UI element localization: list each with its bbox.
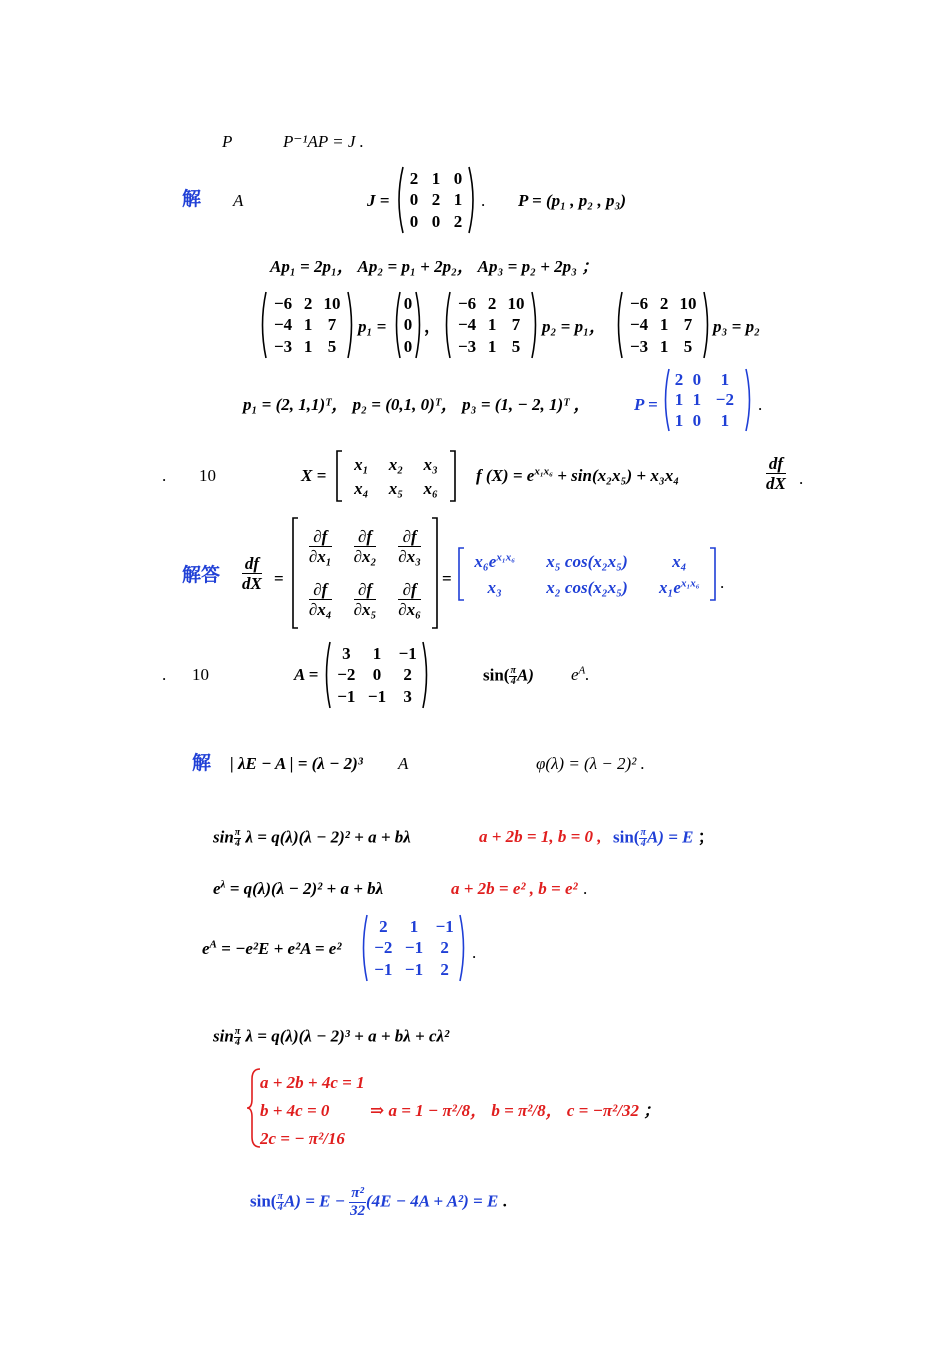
- p3-line-exp: $e^\lambda = q(\lambda)(\lambda - 2)^2 + a + b\lambda$: [213, 878, 384, 898]
- p3-A-matrix: 3 1 −1 −2 0 2 −1 −1 3: [337, 644, 417, 706]
- p2-answer-label: 解答: [182, 564, 221, 586]
- p2-gradient-matrix: $\frac{\partial f}{\text{∂x₁}}$ $\frac{\partial f}{\text{∂x₂}}$ $\frac{\partial f}{\text{∂x₃}}$ $\frac{\partial f}{\text{∂x₄}}$ $\frac{\partial f}{\text{∂x₅}}$ $\frac{\partial f}{\text{∂x₆}}$: [308, 527, 422, 619]
- p3-system-eq-1: a + 2b + 4c = 1: [260, 1073, 365, 1092]
- p3-eA-tail: .: [472, 943, 477, 962]
- p3-system-eq-3: 2c = − π²/16: [260, 1129, 345, 1148]
- p3-charpoly-var: A: [398, 754, 409, 773]
- p3-eA-result: $e^A = -e^2E + e^2A = e^2$: [202, 938, 342, 958]
- p3-eA-matrix: 2 1 −1 −2 −1 2 −1 −1 2: [374, 917, 454, 979]
- p1-sys1-tail: p₁ =: [358, 317, 387, 336]
- p1-solutions: p₁ = (2, 1,1)ᵀ， p₂ = (0,1, 0)ᵀ， p₃ = (1, − 2, 1)ᵀ ，: [243, 395, 591, 414]
- p1-sys1-comma: ，: [424, 317, 441, 336]
- p1-P-matrix: 2 0 1 1 1 −2 1 0 1: [674, 369, 734, 431]
- p3-line-sin-blue: sin( $\frac{\pi}{4}$ A) = E ；: [613, 827, 715, 849]
- p1-J-label: J =: [367, 191, 390, 210]
- p2-df-dX: $\frac{df}{dX}$: [766, 454, 786, 493]
- p3-solve-label: 解: [192, 752, 212, 774]
- p3-eA: $e^A$.: [571, 664, 590, 684]
- p3-marker: .: [162, 665, 167, 684]
- p1-eq-line: Ap₁ = 2p₁， Ap₂ = p₁ + 2p₂， Ap₃ = p₂ + 2p₃ ；: [270, 257, 599, 276]
- p2-result-matrix: $x_6e^{x_1x_6}$ x₅ cos(x₂x₅) x₄ x₃ x₂ cos(x₂x₅) $x_1e^{x_1x_6}$: [464, 548, 710, 600]
- p2-X-matrix: x₁ x₂ x₃ x₄ x₅ x₆: [354, 454, 438, 498]
- p1-statement-left: P: [222, 132, 233, 151]
- p3-line-exp-tail: .: [583, 879, 588, 898]
- p1-sys3-tail: p₃ = p₂: [713, 317, 761, 336]
- p1-P-label: P =: [634, 395, 658, 414]
- p3-system-eq-2: b + 4c = 0: [260, 1101, 330, 1120]
- p2-eq-sign-2: =: [442, 569, 452, 588]
- p3-line-sin3: sin $\frac{\pi}{4}$ λ = q(λ)(λ − 2)³ + a + bλ + cλ²: [213, 1026, 450, 1048]
- p3-score: 10: [192, 665, 209, 684]
- p1-solve-var: A: [233, 191, 244, 210]
- p1-P-tail: .: [758, 395, 763, 414]
- p2-eq-sign: =: [274, 569, 284, 588]
- p3-line-sin: sin $\frac{\pi}{4}$ λ = q(λ)(λ − 2)² + a + bλ: [213, 827, 411, 849]
- p3-minpoly: φ(λ) = (λ − 2)² .: [536, 754, 645, 773]
- p2-f-def: f $(X) = e^{x_1x_6} + \sin(x_2x_5) + x_3x_4$: [476, 465, 680, 485]
- p1-sys2-tail: p₂ = p₁，: [542, 317, 607, 336]
- p2-score: 10: [199, 466, 216, 485]
- p3-A-label: A =: [294, 665, 319, 684]
- p2-X-label: X =: [301, 466, 327, 485]
- p1-system-matrix-1: −6 2 10 −4 1 7 −3 1 5: [273, 294, 341, 356]
- p2-result-cell: $x_1e^{x_1x_6}$: [658, 576, 700, 597]
- p2-marker: .: [162, 466, 167, 485]
- p3-system-result: ⇒ a = 1 − π²/8， b = π²/8， c = −π²/32 ；: [370, 1101, 661, 1120]
- p3-line-sin-red: a + 2b = 1, b = 0 ,: [479, 827, 602, 846]
- p3-line-exp-red: a + 2b = e² , b = e²: [451, 879, 578, 898]
- p2-result-tail: .: [720, 573, 725, 592]
- p1-J-tail: .: [481, 191, 486, 210]
- p1-statement-right: P⁻¹AP = J .: [283, 132, 364, 151]
- p1-P-def: P = (p₁ , p₂ , p₃): [518, 191, 627, 210]
- p3-charpoly: | λE − A | = (λ − 2)³: [230, 754, 363, 773]
- p2-df-tail: .: [799, 469, 804, 488]
- p1-J-matrix: 2 1 0 0 2 1 0 0 2: [409, 169, 463, 231]
- p2-answer-df-dX: $\frac{df}{dX}$: [242, 554, 262, 593]
- p3-final: sin( $\frac{\pi}{4}$ A) = E − $\frac{\text{π²}}{32}$ (4E − 4A + A²) = E .: [250, 1185, 507, 1219]
- p1-solve-label: 解: [182, 188, 202, 210]
- p1-zero-vector: 0 0 0: [403, 294, 413, 356]
- p1-system-matrix-3: −6 2 10 −4 1 7 −3 1 5: [629, 294, 697, 356]
- p2-result-cell: $x_6e^{x_1x_6}$: [474, 550, 516, 571]
- p3-sin-A: sin( $\frac{\pi}{4}$ A): [483, 665, 534, 687]
- p1-system-matrix-2: −6 2 10 −4 1 7 −3 1 5: [457, 294, 525, 356]
